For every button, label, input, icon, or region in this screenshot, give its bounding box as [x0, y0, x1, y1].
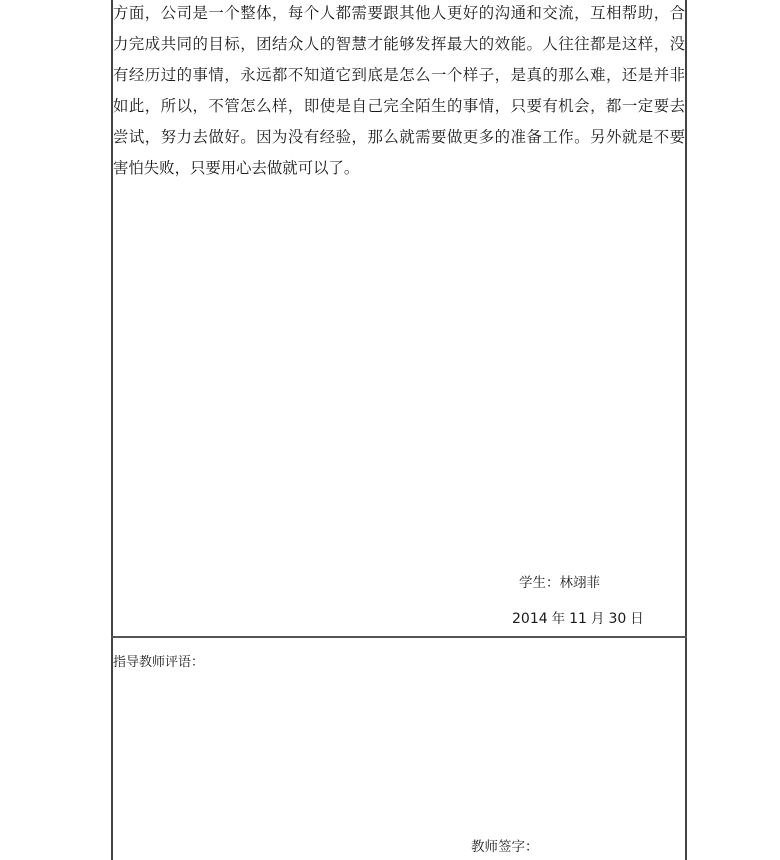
paragraph-line: 如此，所以，不管怎么样，即使是自己完全陌生的事情，只要有机会，都一定要去 [113, 97, 685, 115]
paragraph-line: 尝试，努力去做好。因为没有经验，那么就需要做更多的准备工作。另外就是不要 [113, 128, 685, 146]
date-year: 2014 [512, 611, 548, 627]
date-day-unit: 日 [630, 611, 644, 627]
date-year-unit: 年 [551, 611, 566, 627]
paragraph-line: 方面，公司是一个整体，每个人都需要跟其他人更好的沟通和交流，互相帮助，合 [113, 4, 685, 22]
table-right-border [685, 0, 687, 860]
teacher-comment-label: 指导教师评语： [113, 655, 205, 670]
teacher-signature-label: 教师签字： [471, 839, 539, 855]
reflection-paragraph [113, 0, 685, 184]
paragraph-line: 有经历过的事情，永远都不知道它到底是怎么一个样子，是真的那么难，还是并非 [113, 66, 685, 84]
student-signature: 学生：林翊菲 [519, 575, 600, 591]
date-month-unit: 月 [590, 611, 605, 627]
section-divider [111, 636, 687, 638]
paragraph-line: 力完成共同的目标，团结众人的智慧才能够发挥最大的效能。人往往都是这样，没 [113, 35, 685, 53]
signature-date [512, 607, 648, 627]
date-day: 30 [608, 611, 627, 627]
date-month: 11 [569, 611, 587, 627]
paragraph-line: 害怕失败，只要用心去做就可以了。 [113, 159, 360, 177]
